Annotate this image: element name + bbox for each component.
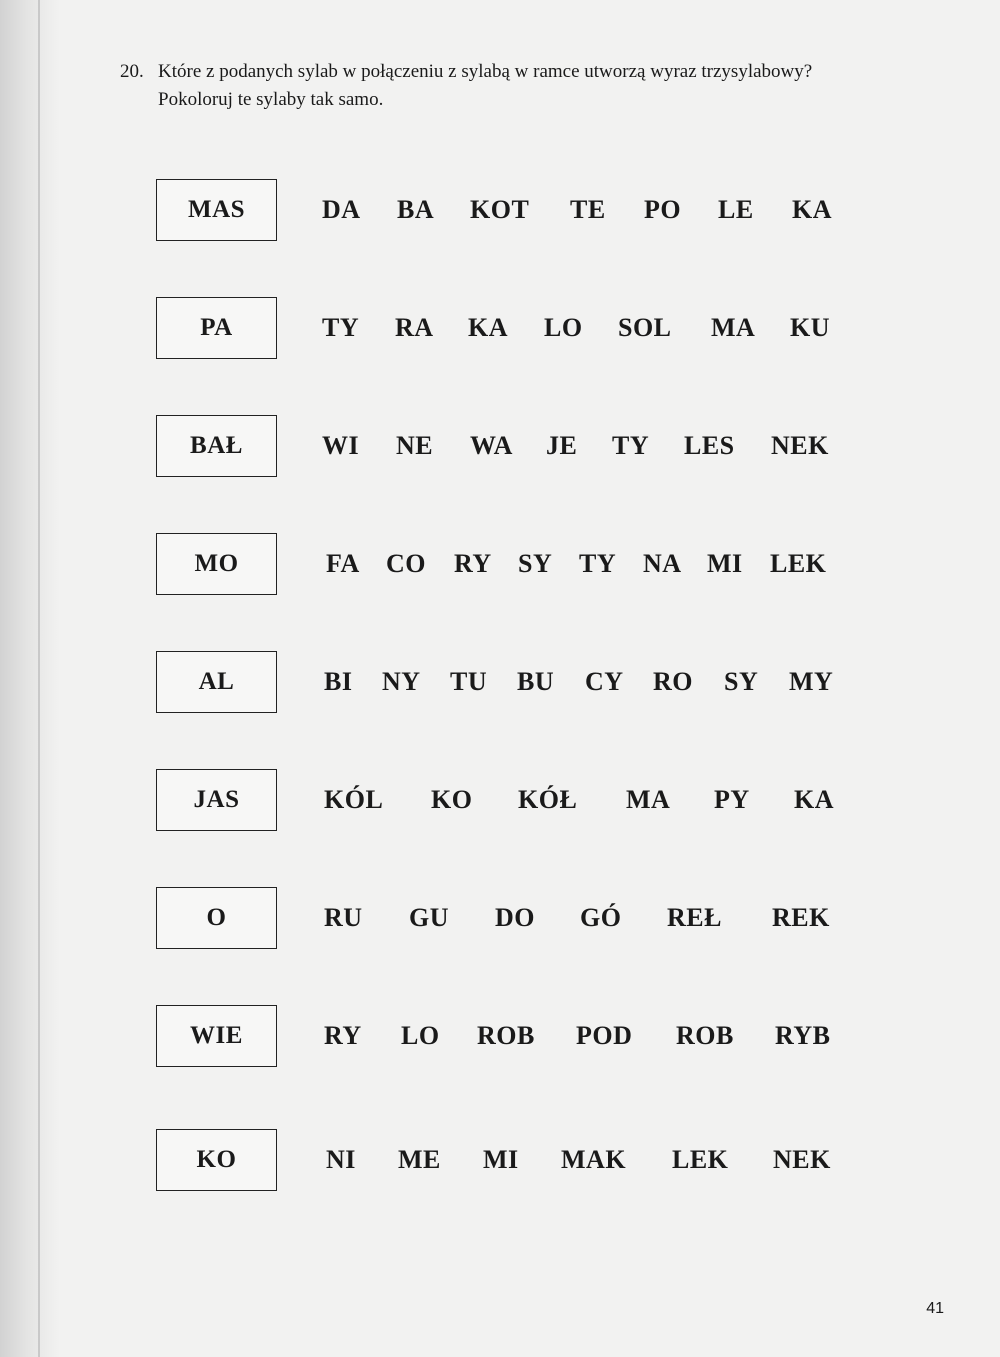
syllable-option[interactable]: RY: [324, 1021, 362, 1050]
syllable-option[interactable]: FA: [326, 549, 360, 578]
syllable-option[interactable]: SY: [518, 549, 553, 578]
syllable-option[interactable]: MA: [711, 313, 756, 342]
syllable-option[interactable]: MY: [789, 667, 834, 696]
syllable-option[interactable]: TY: [322, 313, 360, 342]
task-line-1: [120, 58, 940, 86]
syllable-option[interactable]: NEK: [773, 1145, 831, 1174]
syllable-option[interactable]: POD: [576, 1021, 633, 1050]
syllable-option[interactable]: LO: [544, 313, 583, 342]
syllable-option[interactable]: DA: [322, 195, 361, 224]
syllable-option[interactable]: KÓŁ: [518, 785, 578, 814]
syllable-option[interactable]: ROB: [477, 1021, 535, 1050]
syllable-option[interactable]: PO: [644, 195, 682, 224]
exercise-row: [0, 769, 1000, 833]
exercise-row: [0, 179, 1000, 243]
syllable-option[interactable]: CY: [585, 667, 624, 696]
syllable-option[interactable]: NA: [643, 549, 682, 578]
framed-syllable-box: PA: [156, 297, 277, 359]
syllable-option[interactable]: SOL: [618, 313, 672, 342]
syllable-option[interactable]: TY: [612, 431, 650, 460]
syllable-option[interactable]: NI: [326, 1145, 356, 1174]
syllable-option[interactable]: BU: [517, 667, 555, 696]
syllable-option[interactable]: RY: [454, 549, 492, 578]
exercise-row: [0, 651, 1000, 715]
framed-syllable-box: JAS: [156, 769, 277, 831]
exercise-row: [0, 415, 1000, 479]
exercise-row: [0, 297, 1000, 361]
syllable-option[interactable]: LEK: [672, 1145, 729, 1174]
syllable-option[interactable]: WA: [470, 431, 513, 460]
syllable-option[interactable]: TY: [579, 549, 617, 578]
framed-syllable-box: BAŁ: [156, 415, 277, 477]
exercise-row: [0, 1129, 1000, 1193]
task-text-line-1: Które z podanych sylab w połączeniu z sylabą w ramce utworzą wyraz trzysylabowy?: [158, 61, 813, 82]
syllable-option[interactable]: PY: [714, 785, 750, 814]
syllable-option[interactable]: RU: [324, 903, 363, 932]
syllable-option[interactable]: KA: [792, 195, 832, 224]
syllable-option[interactable]: BI: [324, 667, 353, 696]
syllable-option[interactable]: RA: [395, 313, 434, 342]
exercise-row: [0, 533, 1000, 597]
syllable-option[interactable]: NEK: [771, 431, 829, 460]
syllable-option[interactable]: SY: [724, 667, 759, 696]
syllable-option[interactable]: TE: [570, 195, 606, 224]
task-number: 20.: [120, 61, 144, 82]
framed-syllable-box: KO: [156, 1129, 277, 1191]
framed-syllable-box: WIE: [156, 1005, 277, 1067]
syllable-option[interactable]: GÓ: [580, 903, 622, 932]
syllable-option[interactable]: JE: [546, 431, 578, 460]
task-instruction: [120, 58, 940, 114]
syllable-option[interactable]: BA: [397, 195, 435, 224]
syllable-option[interactable]: KOT: [470, 195, 530, 224]
syllable-option[interactable]: MAK: [561, 1145, 627, 1174]
syllable-option[interactable]: MI: [707, 549, 743, 578]
syllable-option[interactable]: LES: [684, 431, 735, 460]
framed-syllable-box: AL: [156, 651, 277, 713]
syllable-option[interactable]: KÓL: [324, 785, 384, 814]
framed-syllable-box: MAS: [156, 179, 277, 241]
syllable-option[interactable]: MI: [483, 1145, 519, 1174]
syllable-option[interactable]: KA: [468, 313, 508, 342]
framed-syllable-box: O: [156, 887, 277, 949]
syllable-option[interactable]: KU: [790, 313, 830, 342]
syllable-option[interactable]: MA: [626, 785, 671, 814]
exercise-row: [0, 1005, 1000, 1069]
syllable-option[interactable]: WI: [322, 431, 360, 460]
syllable-option[interactable]: REK: [772, 903, 830, 932]
syllable-option[interactable]: LE: [718, 195, 754, 224]
task-text-line-2: Pokoloruj te sylaby tak samo.: [158, 89, 384, 110]
syllable-option[interactable]: RO: [653, 667, 693, 696]
syllable-option[interactable]: DO: [495, 903, 535, 932]
syllable-option[interactable]: REŁ: [667, 903, 722, 932]
syllable-option[interactable]: RYB: [775, 1021, 831, 1050]
syllable-option[interactable]: ROB: [676, 1021, 734, 1050]
syllable-option[interactable]: KO: [431, 785, 473, 814]
exercise-row: [0, 887, 1000, 951]
syllable-option[interactable]: NE: [396, 431, 434, 460]
syllable-option[interactable]: CO: [386, 549, 426, 578]
syllable-option[interactable]: TU: [450, 667, 488, 696]
syllable-option[interactable]: GU: [409, 903, 449, 932]
syllable-option[interactable]: NY: [382, 667, 421, 696]
syllable-option[interactable]: LEK: [770, 549, 827, 578]
syllable-option[interactable]: ME: [398, 1145, 441, 1174]
framed-syllable-box: MO: [156, 533, 277, 595]
page-number: 41: [926, 1300, 944, 1317]
syllable-option[interactable]: LO: [401, 1021, 440, 1050]
syllable-option[interactable]: KA: [794, 785, 834, 814]
